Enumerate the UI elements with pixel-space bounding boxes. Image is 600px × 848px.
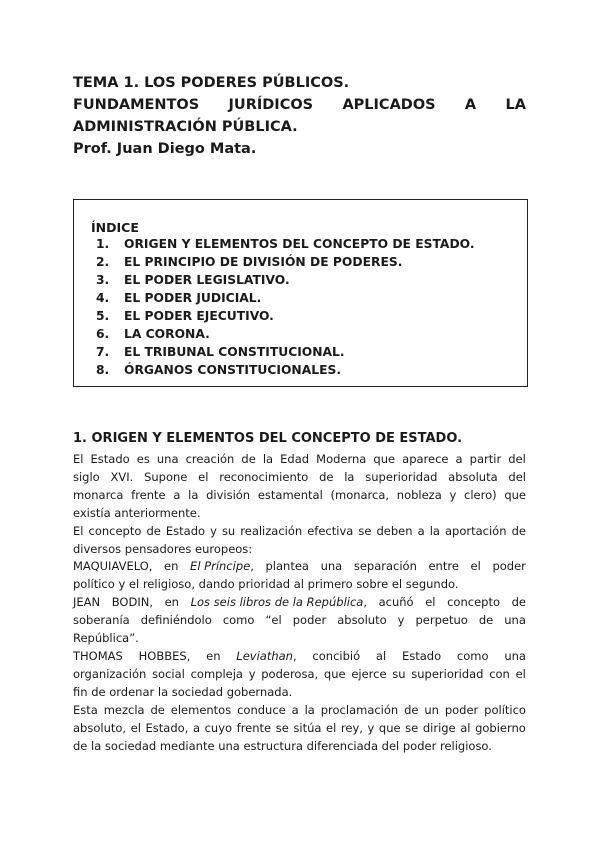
- index-item-number: 6.: [96, 327, 110, 341]
- word: y: [449, 487, 457, 502]
- index-item: [96, 307, 475, 325]
- index-item-label: EL PODER JUDICIAL.: [124, 291, 262, 305]
- index-item-number: 8.: [96, 363, 110, 377]
- word: su: [221, 523, 236, 538]
- work-title: Leviathan: [236, 648, 293, 663]
- word: elementos: [170, 702, 232, 717]
- paragraph-line: [73, 523, 526, 541]
- table-of-contents: [73, 199, 528, 387]
- topic-title: TEMA 1. LOS PODERES PÚBLICOS.: [73, 75, 350, 91]
- word: el: [130, 720, 141, 735]
- word: perpetuo: [415, 613, 468, 628]
- word: monarca: [73, 487, 124, 502]
- word: ejerce: [351, 666, 387, 681]
- word: proclamación: [320, 702, 399, 717]
- word: de: [478, 613, 494, 628]
- word: dirige: [422, 720, 456, 735]
- index-item: [96, 343, 475, 361]
- word: reconocimiento: [219, 469, 309, 484]
- word: aportación: [445, 523, 507, 538]
- work-title: Los seis libros de la República: [190, 595, 364, 610]
- word: un: [424, 702, 439, 717]
- word: poder: [492, 559, 526, 574]
- word: creación: [185, 452, 235, 466]
- word: poderosa,: [261, 666, 319, 681]
- word: que: [378, 720, 401, 735]
- word: LA: [505, 97, 526, 113]
- paragraph-line: República”.: [73, 631, 139, 646]
- word: en: [164, 559, 179, 574]
- index-item: [96, 271, 475, 289]
- word: social: [152, 666, 185, 681]
- word: como: [456, 648, 489, 663]
- word: (monarca,: [330, 487, 390, 502]
- word: partir: [469, 452, 502, 466]
- word: poder: [292, 613, 327, 628]
- paragraph-line: [73, 666, 526, 684]
- paragraph-line: fin de ordenar la sociedad gobernada.: [73, 684, 293, 699]
- word: en: [164, 595, 179, 610]
- word: a: [417, 523, 425, 538]
- word: de: [511, 595, 526, 610]
- word: “el: [265, 613, 282, 628]
- index-list: [96, 235, 475, 379]
- word: mezcla: [103, 702, 145, 717]
- word: a: [192, 720, 200, 735]
- index-item-label: ORIGEN Y ELEMENTOS DEL CONCEPTO DE ESTADO.: [124, 237, 475, 251]
- index-item: [96, 253, 475, 271]
- word: compleja: [190, 666, 243, 681]
- paragraph-line: [73, 469, 526, 487]
- paragraph-line: [73, 558, 526, 576]
- section-body: [73, 451, 526, 755]
- word: JURÍDICOS: [228, 97, 314, 113]
- word: soberanía: [73, 613, 130, 628]
- word: FUNDAMENTOS: [73, 97, 200, 113]
- index-title: ÍNDICE: [91, 220, 139, 235]
- word: al: [375, 648, 387, 663]
- word: Estado: [165, 523, 206, 538]
- word: y: [367, 720, 375, 735]
- word: el: [198, 469, 209, 484]
- word: la: [262, 452, 274, 466]
- word: organización: [73, 666, 147, 681]
- word: aparece: [402, 452, 449, 466]
- word: gobierno: [475, 720, 526, 735]
- word: rey,: [340, 720, 363, 735]
- paragraph-line: existía anteriormente.: [73, 505, 201, 520]
- index-item-label: EL PRINCIPIO DE DIVISIÓN DE PODERES.: [124, 255, 403, 269]
- index-item: [96, 361, 475, 379]
- word: Los seis libros de la República,: [190, 595, 367, 610]
- word: que: [323, 666, 346, 681]
- word: de: [150, 702, 165, 717]
- paragraph-line: [73, 487, 526, 505]
- word: Estado: [90, 452, 130, 466]
- word: de: [319, 469, 334, 484]
- word: a: [455, 452, 463, 466]
- word: Estado,: [145, 720, 189, 735]
- word: de: [146, 523, 161, 538]
- word: absoluto,: [73, 720, 127, 735]
- word: y: [248, 666, 256, 681]
- word: cuyo: [204, 720, 233, 735]
- paragraph-line: [73, 702, 526, 720]
- word: Supone: [144, 469, 188, 484]
- index-item: [96, 325, 475, 343]
- word: superioridad: [411, 666, 484, 681]
- word: absoluto: [337, 613, 387, 628]
- word: en: [206, 648, 221, 663]
- word: de: [241, 452, 256, 466]
- word: El Príncipe,: [190, 559, 254, 574]
- word: con: [489, 666, 510, 681]
- word: el: [326, 720, 337, 735]
- word: concibió: [312, 648, 361, 663]
- word: la: [429, 523, 440, 538]
- word: A: [464, 97, 477, 113]
- word: sitúa: [293, 720, 322, 735]
- word: y: [397, 613, 405, 628]
- word: de: [511, 523, 526, 538]
- word: plantea: [265, 559, 309, 574]
- word: una: [504, 613, 526, 628]
- word: JEAN: [73, 595, 101, 610]
- word: el: [425, 595, 436, 610]
- index-item-number: 2.: [96, 255, 110, 269]
- word: frente: [236, 720, 272, 735]
- word: MAQUIAVELO,: [73, 559, 153, 574]
- index-item-label: ÓRGANOS CONSTITUCIONALES.: [124, 363, 342, 377]
- paragraph-line: diversos pensadores europeos:: [73, 541, 253, 556]
- index-item-number: 4.: [96, 291, 110, 305]
- word: efectiva: [307, 523, 354, 538]
- word: la: [188, 487, 199, 502]
- word: realización: [240, 523, 303, 538]
- word: frente: [131, 487, 166, 502]
- author-name: Prof. Juan Diego Mata.: [73, 141, 257, 157]
- word: como: [222, 613, 255, 628]
- index-item-label: EL TRIBUNAL CONSTITUCIONAL.: [124, 345, 345, 359]
- word: Esta: [73, 702, 98, 717]
- word: que: [504, 487, 526, 502]
- index-item-number: 1.: [96, 237, 110, 251]
- word: APLICADOS: [342, 97, 436, 113]
- word: clero): [464, 487, 497, 502]
- word: se: [275, 720, 289, 735]
- word: THOMAS: [73, 648, 123, 663]
- word: concepto: [447, 595, 500, 610]
- word: Moderna: [316, 452, 367, 466]
- word: del: [508, 452, 526, 466]
- word: acuñó: [378, 595, 414, 610]
- word: entre: [428, 559, 459, 574]
- topic-subtitle-line1: [73, 94, 526, 116]
- topic-subtitle-line2: ADMINISTRACIÓN PÚBLICA.: [73, 119, 298, 135]
- word: nobleza: [396, 487, 442, 502]
- word: BODIN,: [111, 595, 153, 610]
- index-item: [96, 235, 475, 253]
- word: la: [304, 702, 315, 717]
- word: la: [344, 469, 355, 484]
- word: se: [405, 720, 419, 735]
- word: división: [206, 487, 251, 502]
- word: siglo: [73, 469, 100, 484]
- index-item: [96, 289, 475, 307]
- word: definiéndolo: [140, 613, 212, 628]
- paragraph-line: [73, 648, 526, 666]
- word: El: [73, 452, 84, 466]
- word: Estado: [401, 648, 442, 663]
- word: conduce: [237, 702, 286, 717]
- index-item-label: LA CORONA.: [124, 327, 210, 341]
- word: XVI.: [110, 469, 134, 484]
- word: Leviathan,: [236, 648, 297, 663]
- index-item-label: EL PODER EJECUTIVO.: [124, 309, 274, 323]
- word: una: [156, 452, 179, 466]
- word: una: [504, 648, 526, 663]
- word: del: [508, 469, 526, 484]
- word: superioridad: [365, 469, 438, 484]
- word: político: [484, 702, 526, 717]
- work-title: El Príncipe: [190, 559, 251, 574]
- word: y: [210, 523, 217, 538]
- word: El: [73, 523, 84, 538]
- word: el: [515, 666, 526, 681]
- index-item-number: 3.: [96, 273, 110, 287]
- paragraph-line: [73, 594, 526, 612]
- word: su: [392, 666, 406, 681]
- index-item-number: 5.: [96, 309, 110, 323]
- paragraph-line: [73, 612, 526, 630]
- word: a: [173, 487, 181, 502]
- word: separación: [353, 559, 417, 574]
- word: HOBBES,: [138, 648, 191, 663]
- word: a: [291, 702, 299, 717]
- word: el: [470, 559, 481, 574]
- word: se: [358, 523, 372, 538]
- index-item-label: EL PODER LEGISLATIVO.: [124, 273, 290, 287]
- paragraph-line: político y el religioso, dando prioridad al primero sobre el segundo.: [73, 577, 459, 592]
- paragraph-line: [73, 720, 526, 738]
- word: es: [136, 452, 150, 466]
- section-heading: 1. ORIGEN Y ELEMENTOS DEL CONCEPTO DE ESTADO.: [73, 431, 463, 446]
- word: una: [320, 559, 343, 574]
- paragraph-line: de la sociedad mediante una estructura diferenciada del poder religioso.: [73, 738, 492, 753]
- word: que: [373, 452, 396, 466]
- word: poder: [444, 702, 479, 717]
- index-item-number: 7.: [96, 345, 110, 359]
- word: Edad: [280, 452, 310, 466]
- paragraph-line: [73, 451, 526, 469]
- word: al: [460, 720, 471, 735]
- word: concepto: [88, 523, 142, 538]
- word: deben: [376, 523, 413, 538]
- word: estamental: [257, 487, 323, 502]
- document-header: [73, 72, 526, 160]
- word: absoluta: [448, 469, 498, 484]
- word: de: [404, 702, 419, 717]
